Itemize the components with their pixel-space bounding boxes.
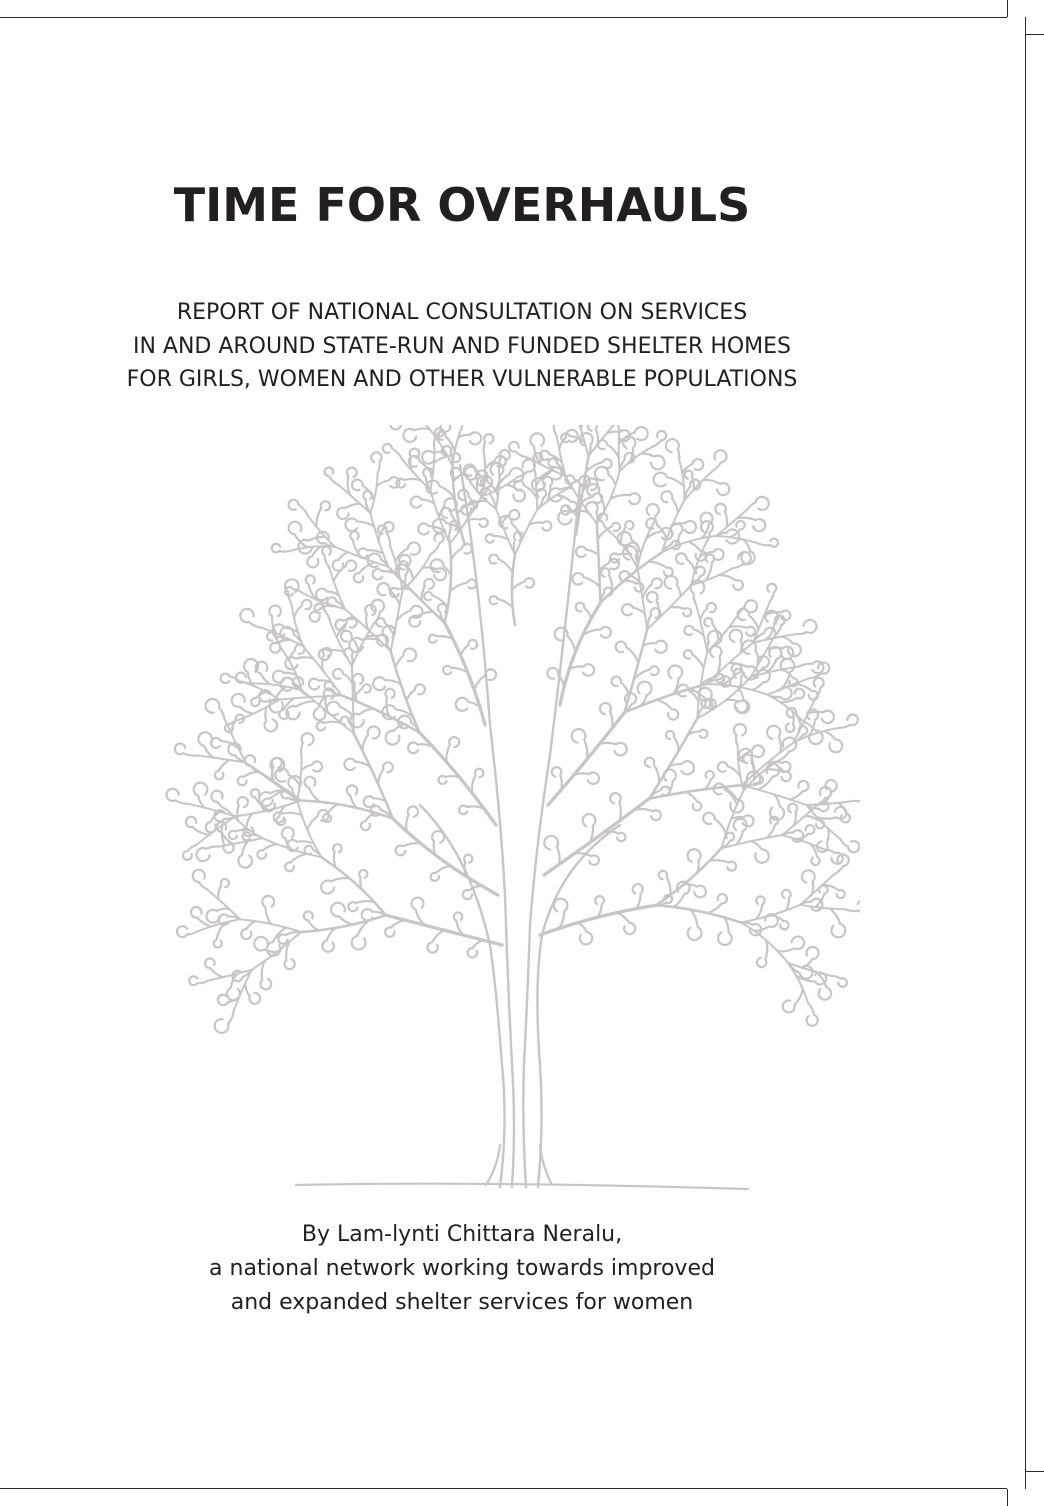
subtitle-line-3: FOR GIRLS, WOMEN AND OTHER VULNERABLE POPULATIONS (126, 367, 798, 392)
credit-line-3: and expanded shelter services for women (230, 1290, 694, 1315)
crop-mark-right-bottom-tick (1025, 1471, 1044, 1472)
crop-mark-top-horizontal (0, 17, 1007, 18)
subtitle-line-1: REPORT OF NATIONAL CONSULTATION ON SERVICES (176, 300, 748, 325)
crop-mark-right-vertical (1025, 17, 1026, 1489)
credit-line-2: a national network working towards improved (209, 1256, 715, 1281)
credit-line-1: By Lam-lynti Chittara Neralu, (301, 1222, 623, 1247)
crop-mark-bottom-right-vertical (1007, 1489, 1008, 1506)
tree-icon (60, 425, 860, 1195)
subtitle-line-2: IN AND AROUND STATE-RUN AND FUNDED SHELTER HOMES (132, 333, 792, 359)
page-title: TIME FOR OVERHAULS (173, 178, 751, 232)
author-credit (0, 1218, 924, 1320)
crop-mark-top-right-vertical (1007, 0, 1008, 17)
crop-mark-right-top-tick (1025, 34, 1044, 35)
crop-mark-bottom-horizontal (0, 1488, 1007, 1489)
report-subtitle (0, 296, 924, 397)
